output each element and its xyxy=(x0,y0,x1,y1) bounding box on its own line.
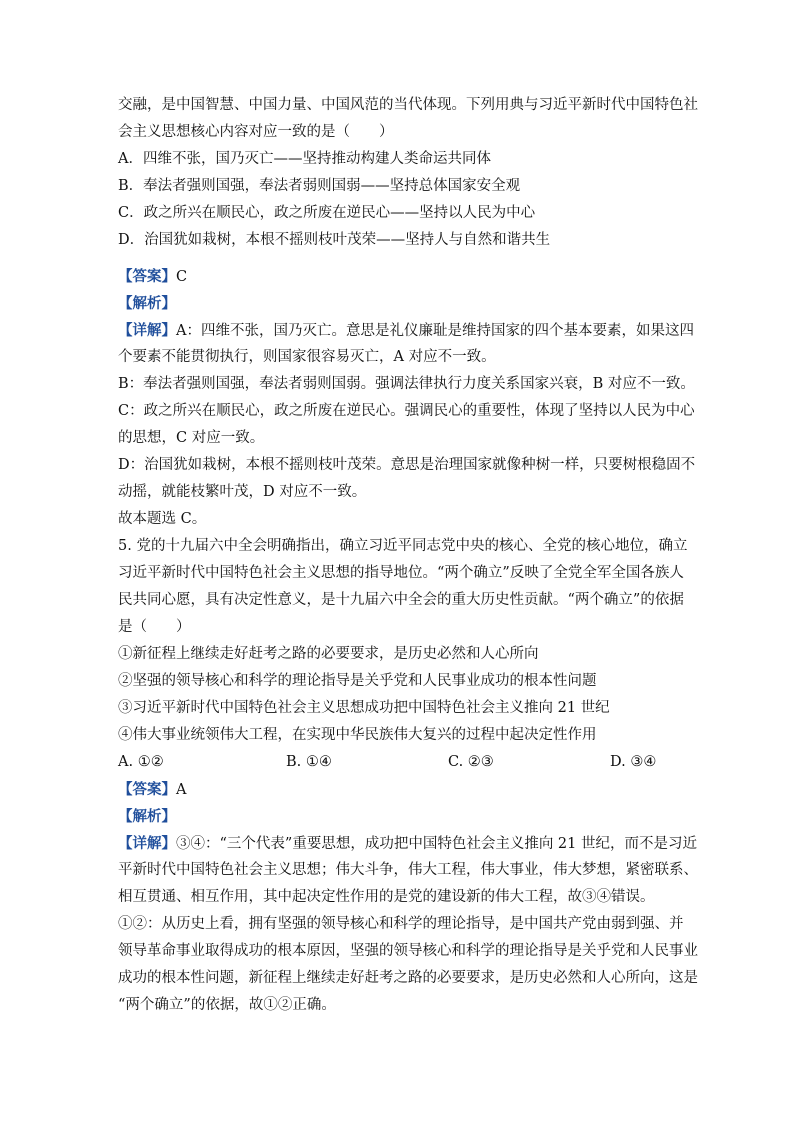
q4-analysis-tag: 【解析】 xyxy=(118,295,176,312)
q5-stem-line-4: 是（ ） xyxy=(118,619,191,635)
q4-detail-line-6: D：治国犹如栽树，本根不摇则枝叶茂荣。意思是治理国家就像种树一样，只要树根稳固不 xyxy=(118,457,696,473)
q4-option-d: D．治国犹如栽树，本根不摇则枝叶茂荣——坚持人与自然和谐共生 xyxy=(118,232,551,248)
q4-detail-line-5: 的思想，C 对应一致。 xyxy=(118,430,265,446)
q5-statement-3: ③习近平新时代中国特色社会主义思想成功把中国特色社会主义推向 21 世纪 xyxy=(118,700,610,716)
q5-stem-line-3: 民共同心愿，具有决定性意义，是十九届六中全会的重大历史性贡献。“两个确立”的依据 xyxy=(118,592,684,608)
q5-detail-text-1: ③④：“三个代表”重要思想，成功把中国特色社会主义推向 21 世纪，而不是习近 xyxy=(176,836,697,852)
q5-choice-a: A. ①② xyxy=(118,754,164,770)
q5-analysis-tag: 【解析】 xyxy=(118,808,176,825)
q4-option-c: C．政之所兴在顺民心，政之所废在逆民心——坚持以人民为中心 xyxy=(118,205,536,221)
q5-detail-tag: 【详解】 xyxy=(118,835,176,852)
q5-detail-line-5: 领导革命事业取得成功的根本原因，坚强的领导核心和科学的理论指导是关乎党和人民事业 xyxy=(118,943,698,959)
q5-stem-line-1: 5. 党的十九届六中全会明确指出，确立习近平同志党中央的核心、全党的核心地位，确立 xyxy=(118,538,688,554)
q4-stem-line-2: 会主义思想核心内容对应一致的是（ ） xyxy=(118,124,394,140)
q5-stem-line-2: 习近平新时代中国特色社会主义思想的指导地位。“两个确立”反映了全党全军全国各族人 xyxy=(118,565,684,581)
q5-answer-tag: 【答案】 xyxy=(118,781,176,798)
q4-analysis-line xyxy=(118,290,688,317)
q5-statement-1: ①新征程上继续走好赶考之路的必要要求，是历史必然和人心所向 xyxy=(118,646,539,662)
q5-choice-d: D. ③④ xyxy=(610,754,657,770)
q5-statement-2: ②坚强的领导核心和科学的理论指导是关乎党和人民事业成功的根本性问题 xyxy=(118,673,597,689)
q5-detail-line-6: 成功的根本性问题，新征程上继续走好赶考之路的必要要求，是历史必然和人心所向，这是 xyxy=(118,970,698,986)
document-page xyxy=(118,92,698,1019)
q4-detail-line-1 xyxy=(118,317,694,344)
q5-answer-line xyxy=(118,776,688,803)
q4-answer-value: C xyxy=(176,269,188,285)
q4-option-a: A．四维不张，国乃灭亡——坚持推动构建人类命运共同体 xyxy=(118,151,491,167)
q5-analysis-line xyxy=(118,803,688,830)
q4-answer-line xyxy=(118,263,688,290)
q4-stem-line-1: 交融，是中国智慧、中国力量、中国风范的当代体现。下列用典与习近平新时代中国特色社 xyxy=(118,97,698,113)
q4-option-b: B．奉法者强则国强，奉法者弱则国弱——坚持总体国家安全观 xyxy=(118,178,521,194)
q5-choices xyxy=(118,749,688,776)
q4-detail-line-7: 动摇，就能枝繁叶茂，D 对应不一致。 xyxy=(118,484,367,500)
q4-detail-tag: 【详解】 xyxy=(118,322,176,339)
q5-choice-b: B. ①④ xyxy=(286,754,332,770)
q5-detail-line-3: 相互贯通、相互作用，其中起决定性作用的是党的建设新的伟大工程，故③④错误。 xyxy=(118,889,655,905)
q4-detail-line-4: C：政之所兴在顺民心，政之所废在逆民心。强调民心的重要性，体现了坚持以人民为中心 xyxy=(118,403,695,419)
q5-detail-line-2: 平新时代中国特色社会主义思想；伟大斗争，伟大工程，伟大事业，伟大梦想，紧密联系、 xyxy=(118,862,698,878)
q5-detail-line-1 xyxy=(118,830,697,857)
q5-detail-line-7: “两个确立”的依据，故①②正确。 xyxy=(118,997,336,1013)
q5-choice-c: C. ②③ xyxy=(448,754,494,770)
q4-answer-tag: 【答案】 xyxy=(118,268,176,285)
q4-detail-line-3: B：奉法者强则国强，奉法者弱则国弱。强调法律执行力度关系国家兴衰，B 对应不一致。 xyxy=(118,376,695,392)
q5-answer-value: A xyxy=(176,782,187,798)
q4-detail-line-2: 个要素不能贯彻执行，则国家很容易灭亡，A 对应不一致。 xyxy=(118,349,496,365)
q4-conclusion: 故本题选 C。 xyxy=(118,511,207,527)
q4-detail-text-1: A：四维不张，国乃灭亡。意思是礼仪廉耻是维持国家的四个基本要素，如果这四 xyxy=(176,323,694,339)
q5-statement-4: ④伟大事业统领伟大工程，在实现中华民族伟大复兴的过程中起决定性作用 xyxy=(118,727,597,743)
q5-detail-line-4: ①②：从历史上看，拥有坚强的领导核心和科学的理论指导，是中国共产党由弱到强、并 xyxy=(118,916,684,932)
